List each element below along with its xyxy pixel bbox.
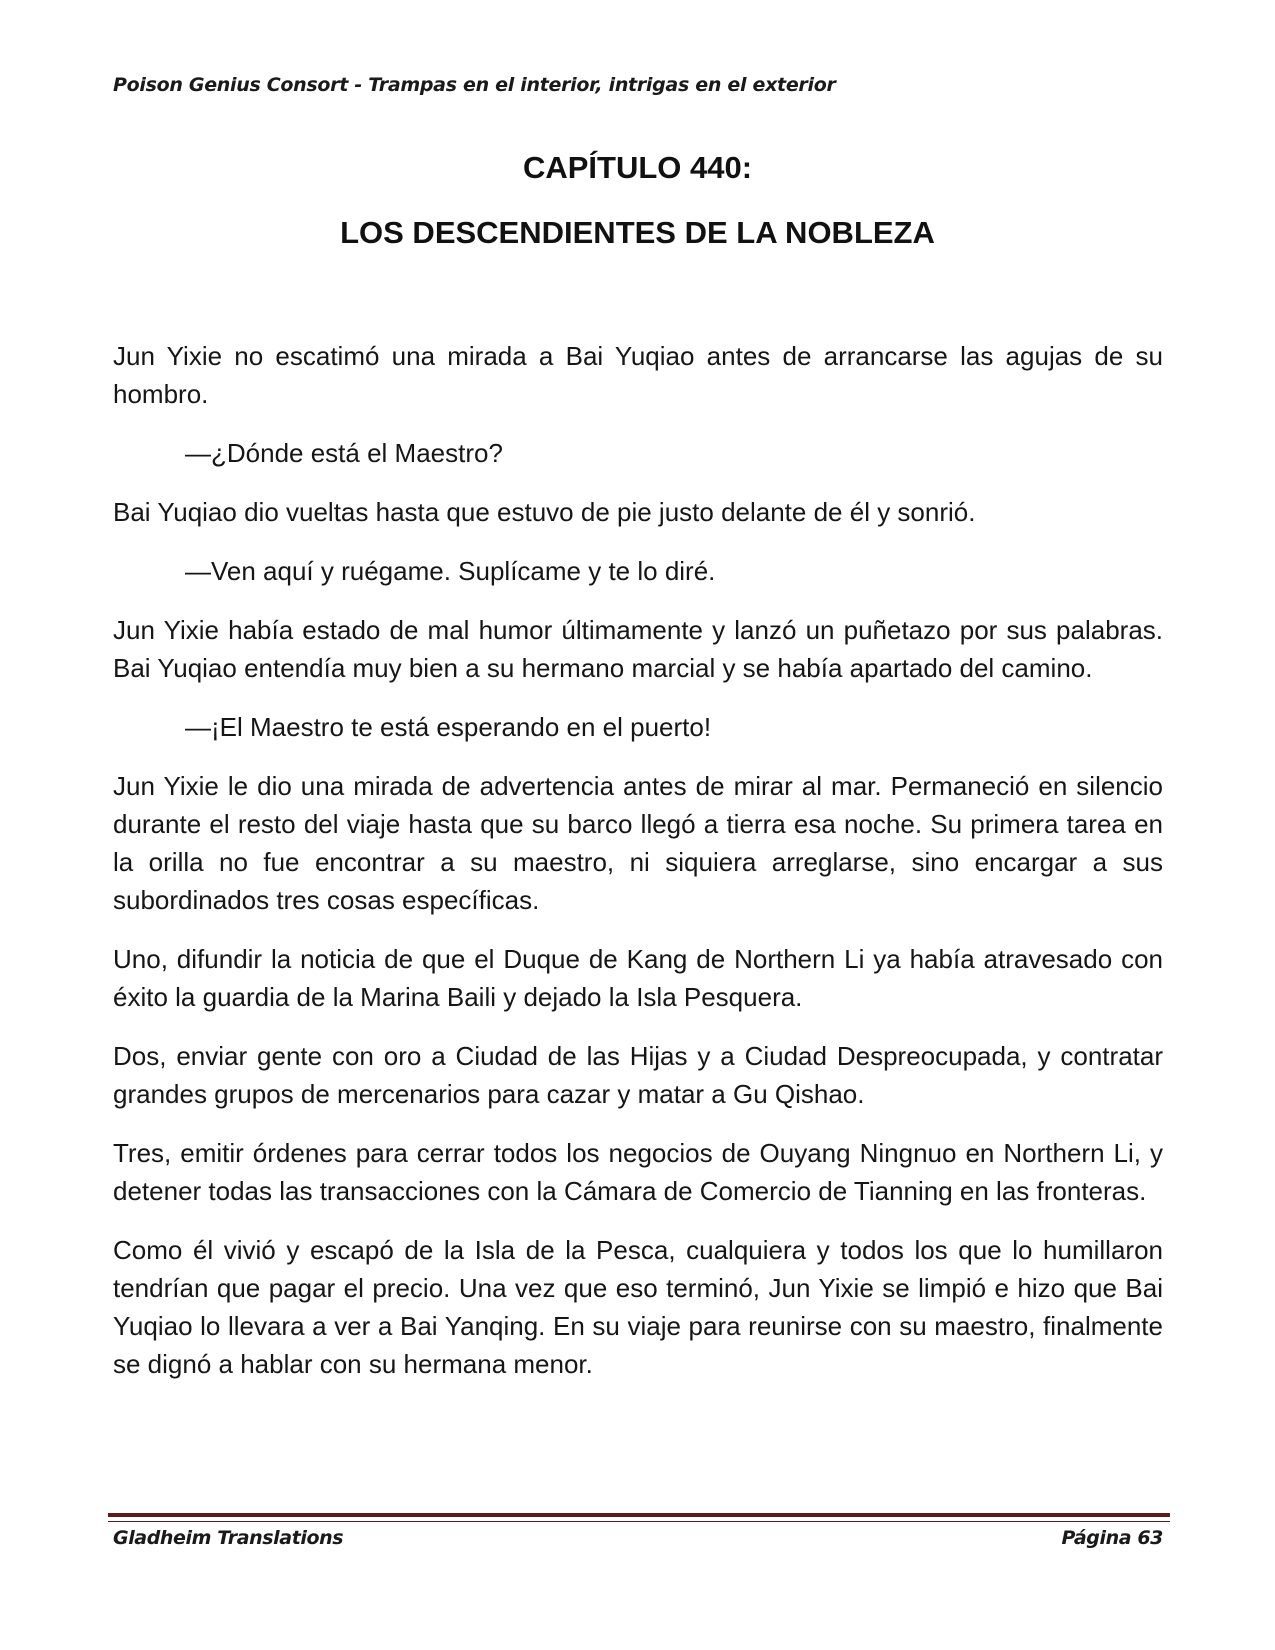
- dialogue-line: —¿Dónde está el Maestro?: [185, 438, 503, 468]
- footer-rule: [108, 1513, 1170, 1517]
- footer-rule-thin: [108, 1521, 1170, 1522]
- running-header: Poison Genius Consort - Trampas en el interior, intrigas en el exterior: [113, 74, 836, 96]
- paragraph: Dos, enviar gente con oro a Ciudad de las Hijas y a Ciudad Despreocupada, y contratar grandes grupos de mercenarios para cazar y matar a Gu Qishao.: [113, 1041, 1163, 1109]
- chapter-title: LOS DESCENDIENTES DE LA NOBLEZA: [340, 215, 935, 250]
- paragraph: Jun Yixie había estado de mal humor últimamente y lanzó un puñetazo por sus palabras. Bai Yuqiao entendía muy bien a su hermano marcial y se había apartado del camino.: [113, 615, 1163, 683]
- paragraph: Jun Yixie le dio una mirada de advertencia antes de mirar al mar. Permaneció en silencio durante el resto del viaje hasta que su barco llegó a tierra esa noche. Su primera tarea en la orilla no fue encontrar a su maestro, ni siquiera arreglarse, sino encargar a sus subordinados tres cosas específicas.: [113, 771, 1163, 915]
- footer-publisher: Gladheim Translations: [113, 1527, 344, 1549]
- dialogue-line: —Ven aquí y ruégame. Suplícame y te lo diré.: [185, 556, 716, 586]
- paragraph: Como él vivió y escapó de la Isla de la Pesca, cualquiera y todos los que lo humillaron tendrían que pagar el precio. Una vez que eso terminó, Jun Yixie se limpió e hizo que Bai Yuqiao lo llevara a ver a Bai Yanqing. En su viaje para reunirse con su maestro, finalmente se dignó a hablar con su hermana menor.: [113, 1235, 1163, 1379]
- chapter-number: CAPÍTULO 440:: [522, 150, 753, 185]
- paragraph: Uno, difundir la noticia de que el Duque de Kang de Northern Li ya había atravesado con éxito la guardia de la Marina Baili y dejado la Isla Pesquera.: [113, 944, 1163, 1012]
- dialogue-line: —¡El Maestro te está esperando en el puerto!: [185, 712, 712, 742]
- page-number: Página 63: [1061, 1527, 1163, 1549]
- chapter-body: [113, 337, 1163, 1404]
- paragraph: Bai Yuqiao dio vueltas hasta que estuvo de pie justo delante de él y sonrió.: [113, 497, 976, 527]
- paragraph: Jun Yixie no escatimó una mirada a Bai Yuqiao antes de arrancarse las agujas de su hombro.: [113, 341, 1163, 409]
- paragraph: Tres, emitir órdenes para cerrar todos los negocios de Ouyang Ningnuo en Northern Li, y detener todas las transacciones con la Cámara de Comercio de Tianning en las fronteras.: [113, 1138, 1163, 1206]
